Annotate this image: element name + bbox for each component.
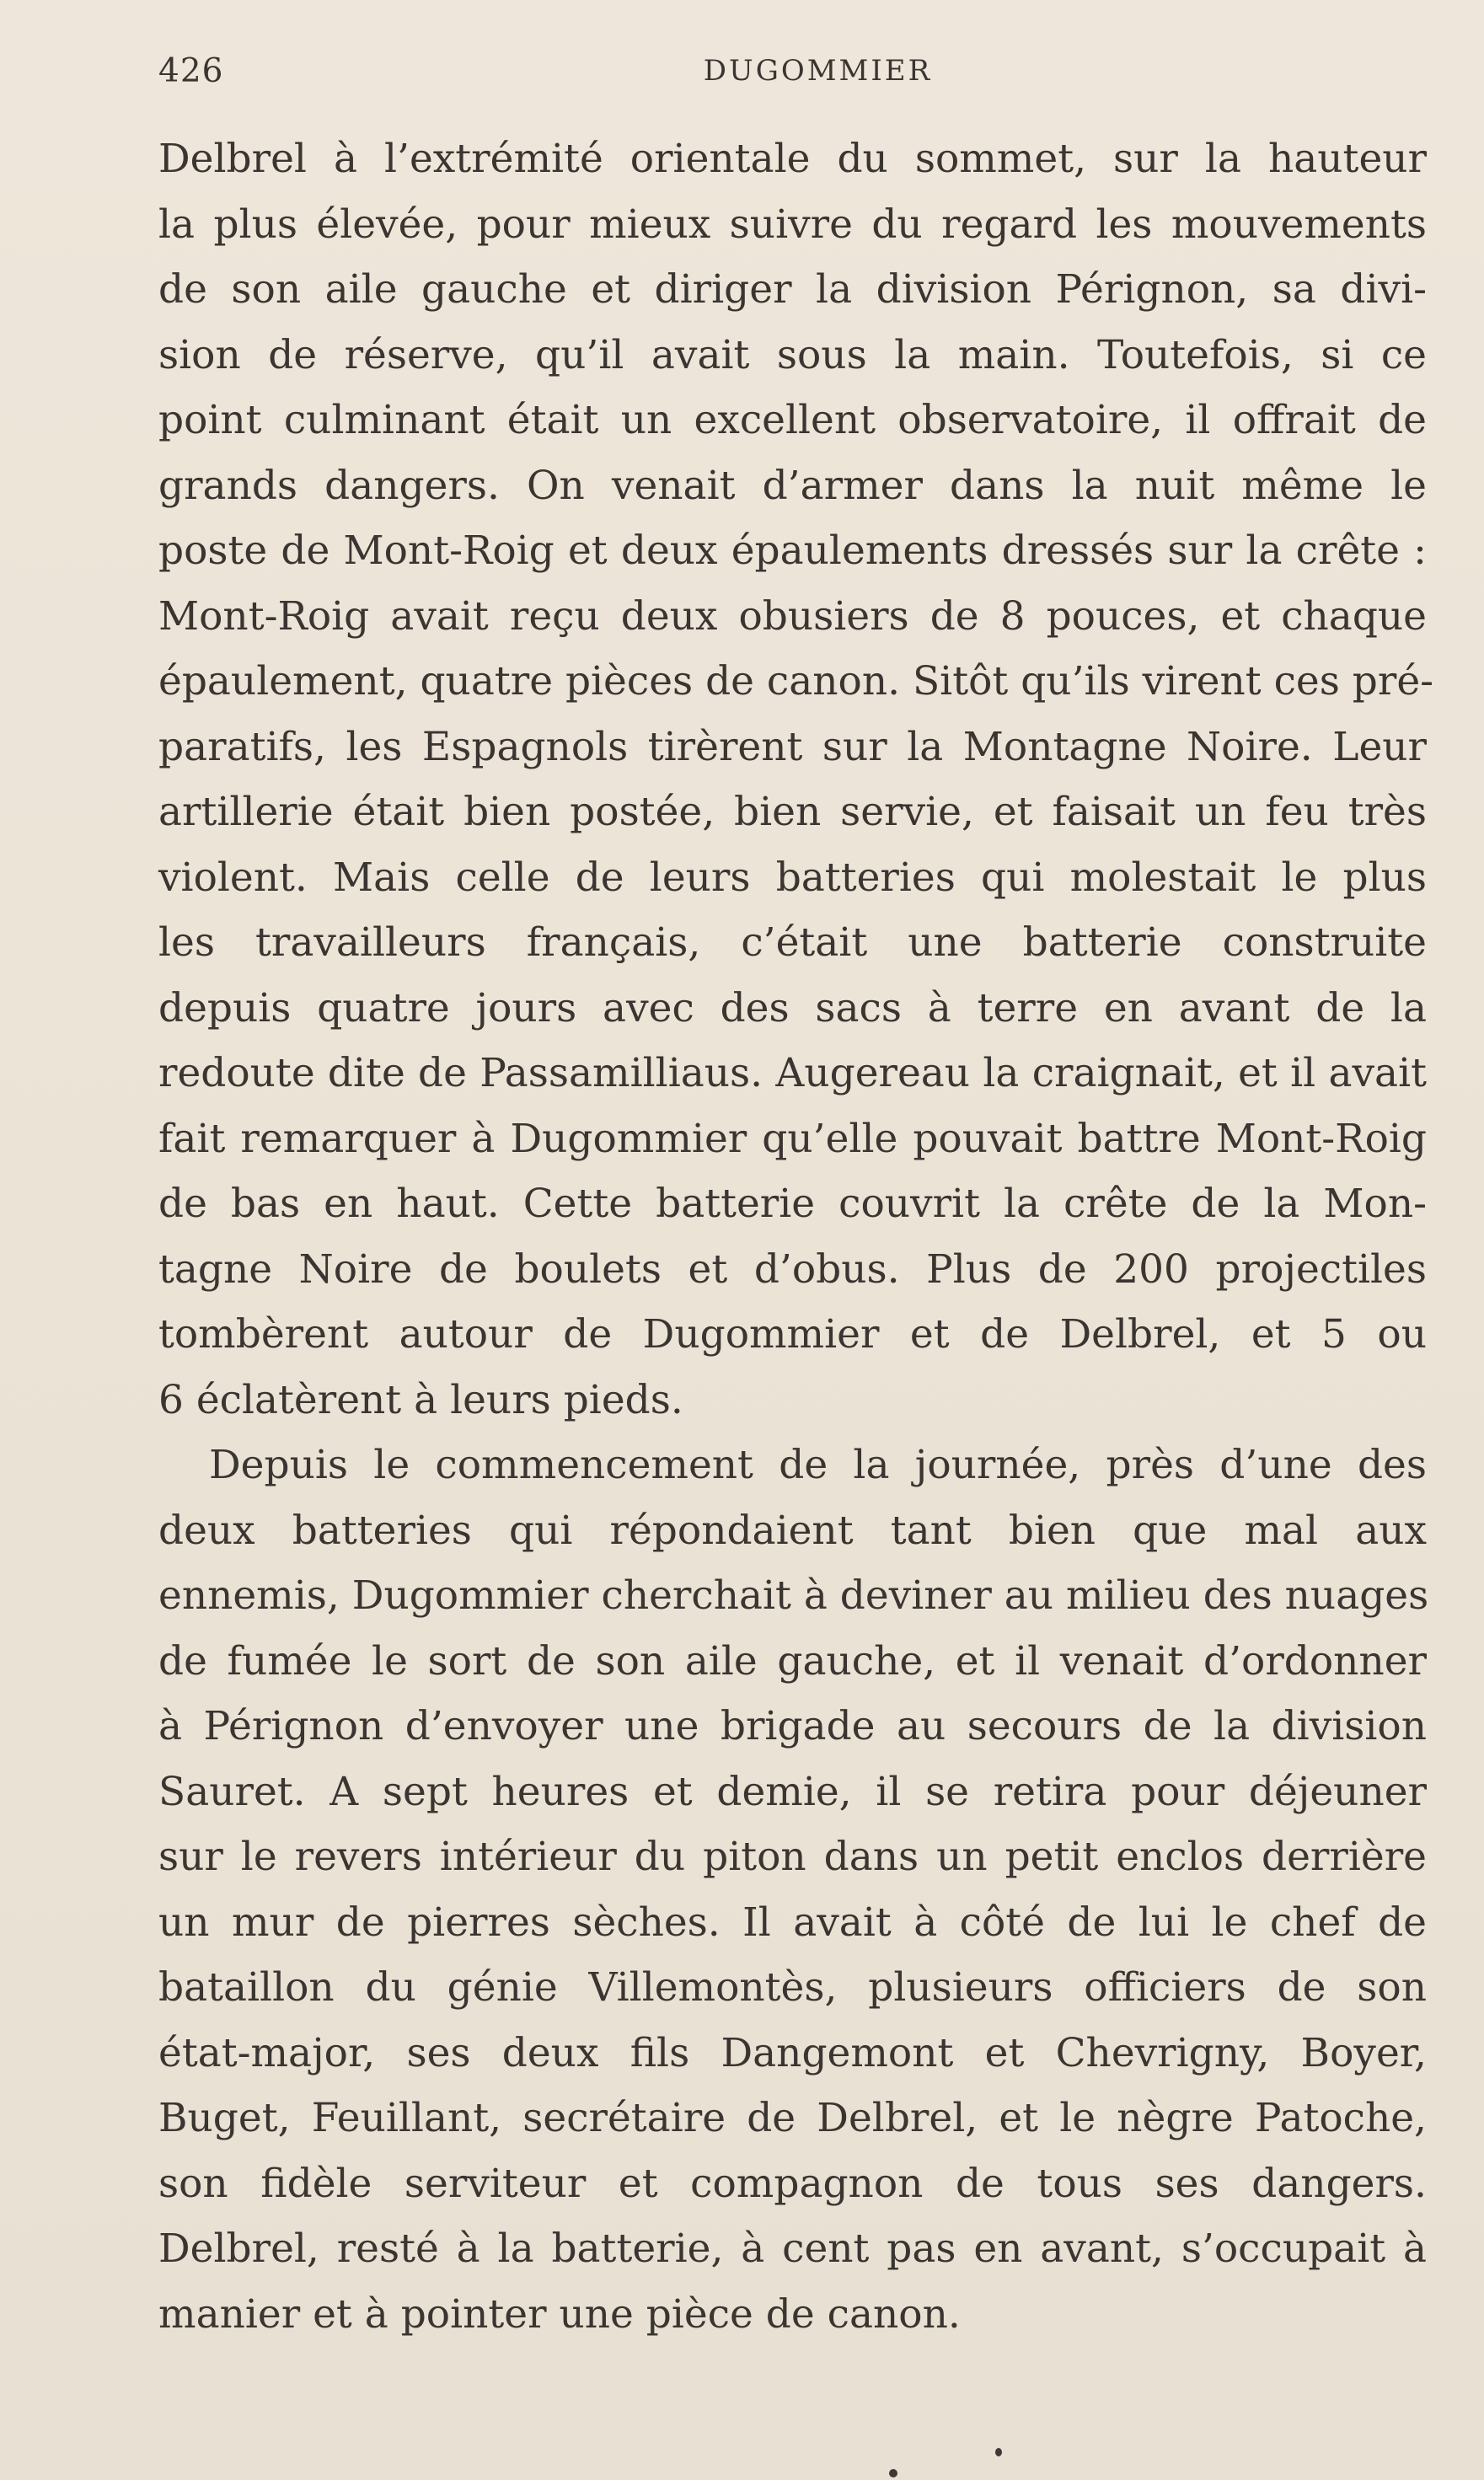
text-line: bataillon du génie Villemontès, plusieurs officiers de son [158,1964,1427,2011]
text-line: Delbrel, resté à la batterie, à cent pas en avant, s’occupait à [158,2226,1427,2272]
text-line: état-major, ses deux fils Dangemont et Chevrigny, Boyer, [158,2029,1427,2076]
text-line: 6 éclatèrent à leurs pieds. [158,1376,683,1423]
text-line: artillerie était bien postée, bien servie, et faisait un feu très [158,789,1427,835]
body-text [158,126,1434,2347]
text-line: depuis quatre jours avec des sacs à terre en avant de la [158,984,1427,1031]
text-line: de bas en haut. Cette batterie couvrit la crête de la Mon- [158,1181,1427,1227]
paragraph-2 [158,1433,1427,2347]
text-line: un mur de pierres sèches. Il avait à côté de lui le chef de [158,1899,1427,1946]
text-line: deux batteries qui répondaient tant bien que mal aux [158,1507,1427,1554]
text-line: Delbrel à l’extrémité orientale du sommet, sur la hauteur [158,136,1427,182]
text-line: poste de Mont-Roig et deux épaulements dressés sur la crête : [158,528,1427,574]
text-line: paratifs, les Espagnols tirèrent sur la Montagne Noire. Leur [158,723,1427,770]
text-line: de son aile gauche et diriger la division Pérignon, sa divi- [158,266,1427,313]
text-line: redoute dite de Passamilliaus. Augereau la craignait, et il avait [158,1050,1427,1096]
text-line: Buget, Feuillant, secrétaire de Delbrel, et le nègre Patoche, [158,2095,1427,2141]
ink-speck [889,2469,897,2477]
text-line: Mont-Roig avait reçu deux obusiers de 8 pouces, et chaque [158,592,1427,640]
text-line: sion de réserve, qu’il avait sous la main. Toutefois, si ce [158,331,1427,378]
text-line: Depuis le commencement de la journée, près d’une des [209,1442,1427,1488]
text-line: ennemis, Dugommier cherchait à deviner au milieu des nuages [158,1572,1429,1619]
text-line: à Pérignon d’envoyer une brigade au secours de la division [158,1703,1427,1749]
text-line: de fumée le sort de son aile gauche, et il venait d’ordonner [158,1637,1427,1685]
paragraph-1 [158,126,1434,1433]
page-header [158,52,1427,94]
text-line: les travailleurs français, c’était une batterie construite [158,919,1427,966]
text-line: fait remarquer à Dugommier qu’elle pouvait battre Mont-Roig [158,1115,1427,1162]
text-line: tagne Noire de boulets et d’obus. Plus de 200 projectiles [158,1245,1427,1293]
text-line: Sauret. A sept heures et demie, il se retira pour déjeuner [158,1768,1427,1815]
text-line: violent. Mais celle de leurs batteries qui molestait le plus [158,854,1427,901]
text-line: sur le revers intérieur du piton dans un petit enclos derrière [158,1834,1427,1880]
ink-speck [995,2448,1002,2456]
text-line: grands dangers. On venait d’armer dans la nuit même le [158,462,1427,509]
text-line: point culminant était un excellent observatoire, il offrait de [158,397,1427,443]
text-line: la plus élevée, pour mieux suivre du regard les mouvements [158,201,1427,248]
text-line: manier et à pointer une pièce de canon. [158,2290,961,2338]
text-line: son fidèle serviteur et compagnon de tous ses dangers. [158,2160,1427,2207]
text-line: tombèrent autour de Dugommier et de Delbrel, et 5 ou [158,1311,1427,1358]
text-line: épaulement, quatre pièces de canon. Sitôt qu’ils virent ces pré- [158,658,1434,704]
running-head: DUGOMMIER [703,54,933,88]
page-number: 426 [158,52,224,90]
